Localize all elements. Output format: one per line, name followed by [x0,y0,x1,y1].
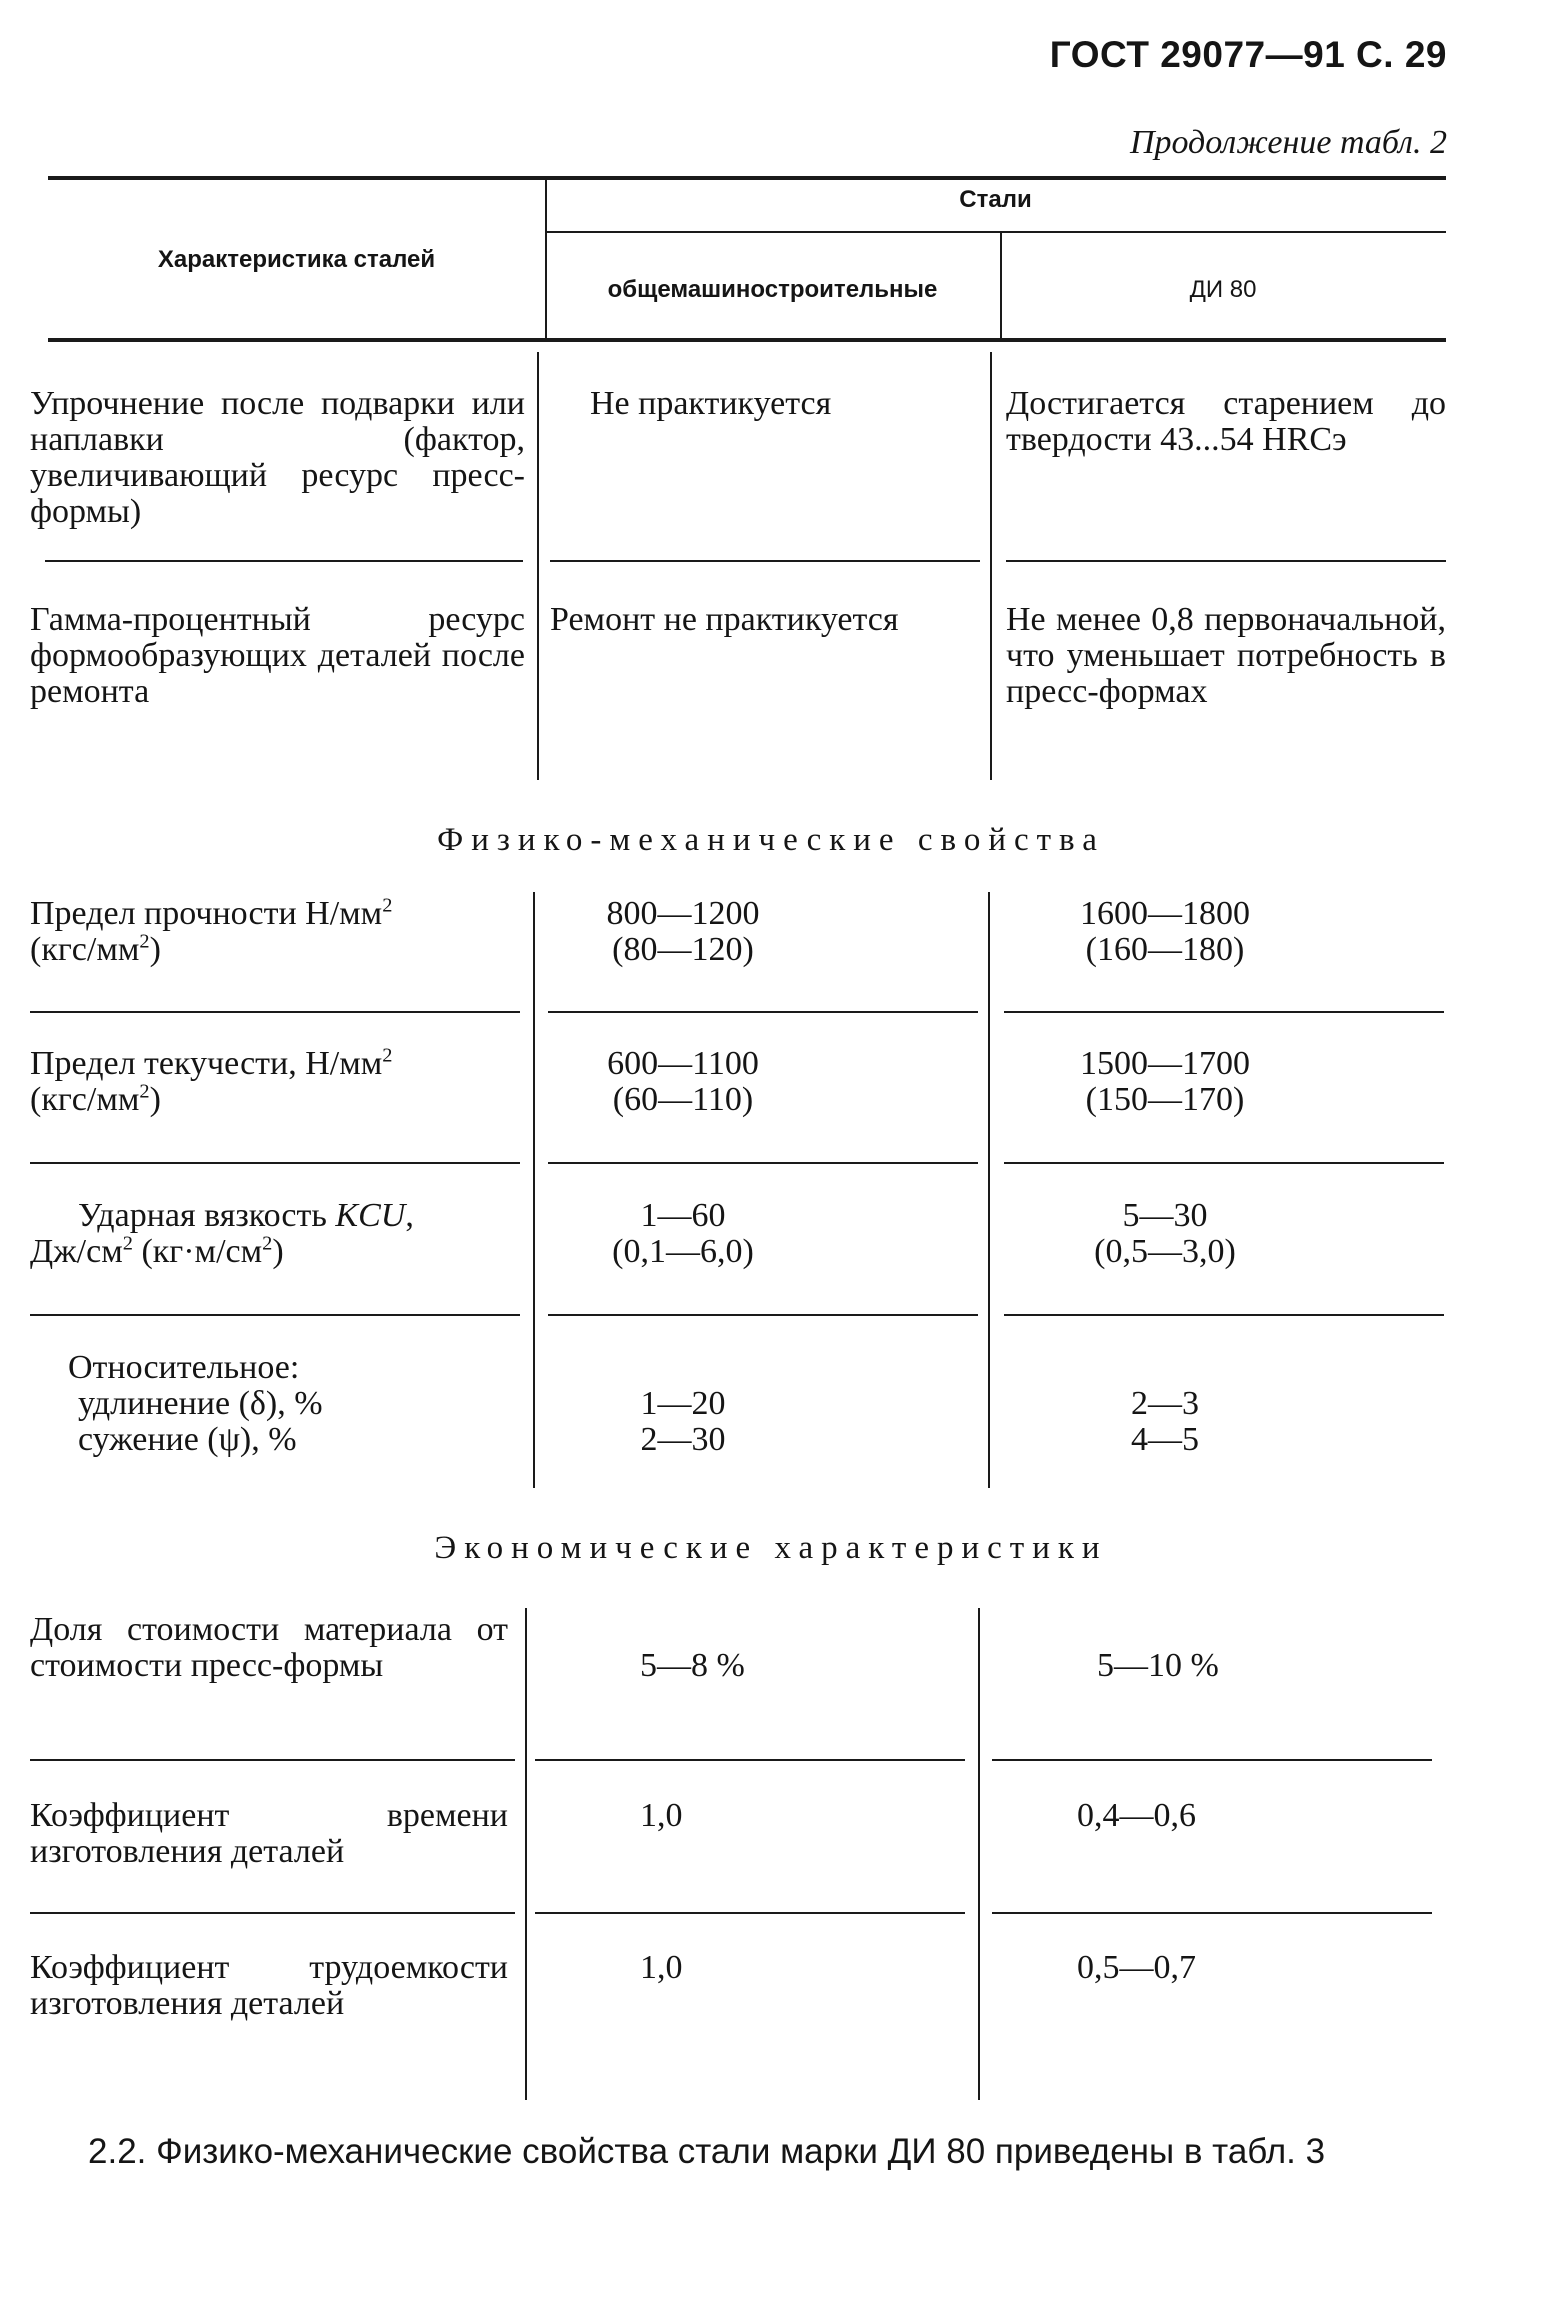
econ-divider-2 [978,1608,980,2100]
row-labor-coef-label: Коэффициент трудоемкости изготовления деталей [30,1949,508,2022]
econ-sep-1a [30,1759,515,1761]
row-hardening-di80: Достигается старением до твердости 43...54 HRCэ [1006,385,1446,458]
top-block-divider-1 [537,352,539,780]
row-relative-elongation: удлинение (δ), % [78,1385,323,1422]
mech-sep-3c [1004,1314,1444,1316]
row-relative-general-elong: 1—20 [640,1385,726,1422]
header-characteristic: Характеристика сталей [157,246,436,273]
page-code: ГОСТ 29077—91 С. 29 [1049,34,1447,75]
table-continuation-label: Продолжение табл. 2 [1129,124,1447,161]
row-time-coef-label: Коэффициент времени изготовления деталей [30,1797,508,1870]
row-tensile-label-unit: (кгс/мм [30,931,140,968]
row-impact-label-kcu: KCU [335,1197,406,1234]
row-gamma-general: Ремонт не практикуется [550,601,899,638]
econ-sep-2b [535,1912,965,1914]
table-top-rule [48,176,1446,180]
row-impact-general-kgf: (0,1—6,0) [612,1233,754,1270]
row-relative-general-contr: 2—30 [640,1421,726,1458]
mech-sep-2c [1004,1162,1444,1164]
row-tensile-label-unit-sup: 2 [139,930,150,953]
row-cost-share-label: Доля стоимости материала от стоимости пресс-формы [30,1611,508,1684]
econ-sep-1c [992,1759,1432,1761]
row-yield-general-si: 600—1100 [607,1045,759,1082]
row-cost-share-di80: 5—10 % [1097,1647,1219,1684]
row-sep-1c [1006,560,1446,562]
row-yield-di80-kgf: (150—170) [1085,1081,1245,1118]
row-yield-label-unit-sup: 2 [139,1080,150,1103]
row-impact-general-si: 1—60 [640,1197,726,1234]
mech-sep-1b [548,1011,978,1013]
mech-sep-3b [548,1314,978,1316]
row-tensile-label-text: Предел прочности Н/мм [30,895,383,932]
row-yield-label-unit-close: ) [149,1081,161,1118]
row-yield-general [533,1046,833,1118]
econ-sep-2c [992,1912,1432,1914]
row-impact-label-text: Ударная вязкость [78,1197,336,1234]
econ-divider-1 [525,1608,527,2100]
mech-sep-2a [30,1162,520,1164]
header-general-steels: общемашиностроительные [607,276,938,303]
row-impact-di80-kgf: (0,5—3,0) [1094,1233,1236,1270]
row-relative-di80 [1000,1386,1330,1458]
row-relative-contraction: сужение (ψ), % [78,1421,297,1458]
row-impact-unit-sup-b: 2 [262,1232,273,1255]
row-time-coef-general: 1,0 [640,1797,683,1834]
row-tensile-label-unit-close: ) [149,931,161,968]
row-gamma-label: Гамма-процентный ресурс формообразующих деталей после ремонта [30,601,525,710]
row-yield-label-sup: 2 [382,1044,393,1067]
row-labor-coef-di80: 0,5—0,7 [1077,1949,1196,1986]
row-impact-unit-close: ) [272,1233,284,1270]
row-tensile-general-si: 800—1200 [606,895,760,932]
header-bottom-rule [48,338,1446,342]
row-tensile-di80-kgf: (160—180) [1085,931,1245,968]
section-mechanical-title: Физико-механические свойства [437,822,1105,858]
row-tensile-di80-si: 1600—1800 [1080,895,1250,932]
row-tensile-general-kgf: (80—120) [612,931,754,968]
row-tensile-di80 [1000,896,1330,968]
mech-sep-1c [1004,1011,1444,1013]
paragraph-2-2: 2.2. Физико-механические свойства стали марки ДИ 80 приведены в табл. 3 [88,2132,1326,2171]
section-economic-title: Экономические характеристики [434,1530,1108,1566]
row-impact-unit-a: Дж/см [30,1233,123,1270]
row-impact-unit-sup-a: 2 [122,1232,133,1255]
row-relative-label [30,1350,522,1458]
row-hardening-general: Не практикуется [590,385,832,422]
mech-divider-2 [988,892,990,1488]
row-yield-di80-si: 1500—1700 [1080,1045,1250,1082]
row-hardening-label: Упрочнение после подварки или наплавки (фактор, увеличивающий ресурс пресс-формы) [30,385,525,530]
mech-sep-2b [548,1162,978,1164]
econ-sep-1b [535,1759,965,1761]
header-di80: ДИ 80 [1189,276,1257,303]
row-yield-label [30,1046,522,1118]
row-tensile-general [533,896,833,968]
mech-sep-1a [30,1011,520,1013]
row-cost-share-general: 5—8 % [640,1647,745,1684]
row-impact-label [30,1198,522,1270]
row-sep-1b [550,560,980,562]
row-labor-coef-general: 1,0 [640,1949,683,1986]
steels-underline [545,231,1446,233]
header-steels: Стали [959,186,1032,213]
row-impact-di80 [1000,1198,1330,1270]
row-impact-unit-b: (кг·м/см [132,1233,263,1270]
mech-sep-3a [30,1314,520,1316]
top-block-divider-2 [990,352,992,780]
row-impact-di80-si: 5—30 [1122,1197,1208,1234]
row-yield-di80 [1000,1046,1330,1118]
row-impact-label-comma: , [405,1197,414,1234]
row-relative-general [533,1386,833,1458]
row-relative-title: Относительное: [68,1349,300,1386]
row-relative-di80-elong: 2—3 [1131,1385,1199,1422]
row-gamma-di80: Не менее 0,8 первоначальной, что уменьшает потребность в пресс-формах [1006,601,1446,710]
row-yield-general-kgf: (60—110) [612,1081,754,1118]
row-impact-general [533,1198,833,1270]
row-time-coef-di80: 0,4—0,6 [1077,1797,1196,1834]
row-yield-label-text: Предел текучести, Н/мм [30,1045,383,1082]
row-relative-di80-contr: 4—5 [1131,1421,1199,1458]
row-sep-1a [45,560,523,562]
row-tensile-label-sup: 2 [382,894,393,917]
econ-sep-2a [30,1912,515,1914]
row-tensile-label [30,896,522,968]
row-yield-label-unit: (кгс/мм [30,1081,140,1118]
